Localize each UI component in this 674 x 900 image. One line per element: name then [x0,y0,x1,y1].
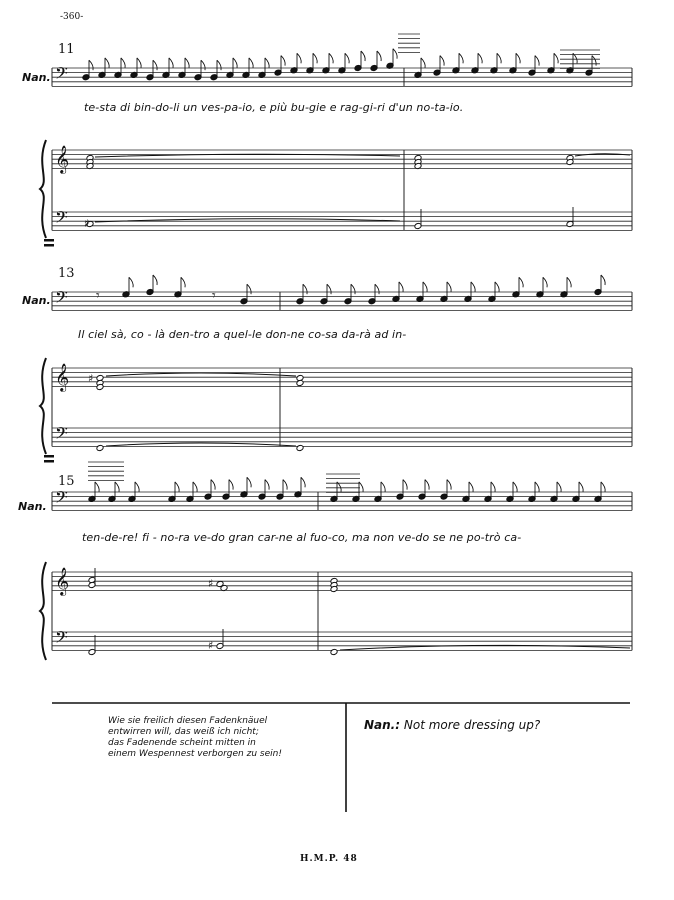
german-note-line: einem Wespennest verborgen zu sein! [108,749,282,759]
tie [106,443,296,446]
note-head [96,445,104,452]
piano-brace [40,140,46,238]
note-flag [129,277,133,287]
system-separator [44,460,54,463]
piano-brace [40,562,46,660]
note-flag [535,482,539,492]
lyrics-line: te-sta di bin-do-li un ves-pa-io, e più bu-gie e rag-gi-ri d'un no-ta-io. [84,101,464,114]
part-label: Nan. [22,294,51,307]
note-flag [229,480,233,490]
german-note-line: entwirren will, das weiß ich nicht; [108,727,259,737]
note-flag [554,53,558,63]
note-flag [423,282,427,292]
rest: 𝄾 [212,288,216,304]
note-flag [281,56,285,66]
note-flag [393,49,397,59]
part-label: Nan. [18,500,47,513]
clef: 𝄢 [55,287,68,311]
note-flag [579,482,583,492]
note-flag [491,482,495,492]
sharp: ♯ [84,217,90,230]
note-flag [516,53,520,63]
system-separator [44,455,54,458]
note-flag [447,480,451,490]
note-flag [153,275,157,285]
part-label: Nan. [22,71,51,84]
measure-number: 15 [58,474,75,489]
note-head [296,445,304,452]
note-flag [301,477,305,487]
note-flag [497,53,501,63]
note-flag [121,58,125,68]
note-flag [513,482,517,492]
translation-note [364,718,540,732]
note-flag [351,284,355,294]
note-flag [181,277,185,287]
note-flag [201,60,205,70]
note-flag [95,482,99,492]
note-flag [247,284,251,294]
translation-speaker: Nan.: [364,718,401,732]
note-flag [535,56,539,66]
note-flag [175,482,179,492]
note-head [330,649,338,656]
page-number: -360- [60,12,84,22]
german-note-line: Wie sie freilich diesen Fadenknäuel [108,716,268,726]
note-flag [265,58,269,68]
german-note [108,716,348,760]
note-flag [105,58,109,68]
note-flag [169,58,173,68]
note-flag [381,482,385,492]
note-flag [399,282,403,292]
clef: 𝄞 [55,145,70,173]
note-flag [375,284,379,294]
note-flag [233,58,237,68]
footer-code: H.M.P. 48 [300,854,358,864]
system-separator [44,239,54,242]
note-flag [115,482,119,492]
sharp: ♯ [208,577,214,590]
note-flag [469,482,473,492]
clef: 𝄢 [55,627,68,651]
note-flag [557,482,561,492]
note-flag [265,480,269,490]
note-flag [185,58,189,68]
note-flag [137,58,141,68]
note-flag [601,275,605,285]
note-flag [89,60,93,70]
note-flag [478,53,482,63]
sharp: ♯ [88,372,94,385]
lyrics-line: ten-de-re! fi - no-ra ve-do gran car-ne al fuo-co, ma non ve-do se ne po-trò ca- [82,531,522,544]
clef: 𝄢 [55,487,68,511]
note-flag [217,60,221,70]
clef: 𝄢 [55,207,68,231]
note-flag [403,480,407,490]
note-flag [447,282,451,292]
note-flag [377,51,381,61]
note-flag [297,53,301,63]
sharp: ♯ [208,639,214,652]
system-separator [44,244,54,247]
note-flag [211,480,215,490]
clef: 𝄢 [55,423,68,447]
clef: 𝄢 [55,63,68,87]
measure-number: 13 [58,266,75,281]
tie [106,373,296,376]
german-note-line: das Fadenende scheint mitten in [108,738,256,748]
note-flag [247,477,251,487]
translation-text: Not more dressing up? [403,718,541,732]
clef: 𝄞 [55,567,70,595]
note-flag [249,58,253,68]
note-flag [135,482,139,492]
note-flag [153,60,157,70]
note-flag [345,53,349,63]
note-flag [567,277,571,287]
rest: 𝄾 [96,288,100,304]
piano-brace [40,358,46,454]
measure-number: 11 [58,42,75,57]
note-flag [440,56,444,66]
note-flag [313,53,317,63]
note-flag [425,480,429,490]
note-flag [459,53,463,63]
note-flag [329,53,333,63]
note-flag [519,277,523,287]
note-flag [601,482,605,492]
note-flag [283,480,287,490]
note-flag [471,282,475,292]
note-flag [303,284,307,294]
note-flag [361,51,365,61]
note-flag [193,482,197,492]
lyrics-line: Il ciel sà, co - là den-tro a quel-le don-ne co-sa da-rà ad in- [78,328,407,341]
note-flag [543,277,547,287]
note-flag [421,58,425,68]
note-flag [495,282,499,292]
note-flag [327,284,331,294]
clef: 𝄞 [55,363,70,391]
